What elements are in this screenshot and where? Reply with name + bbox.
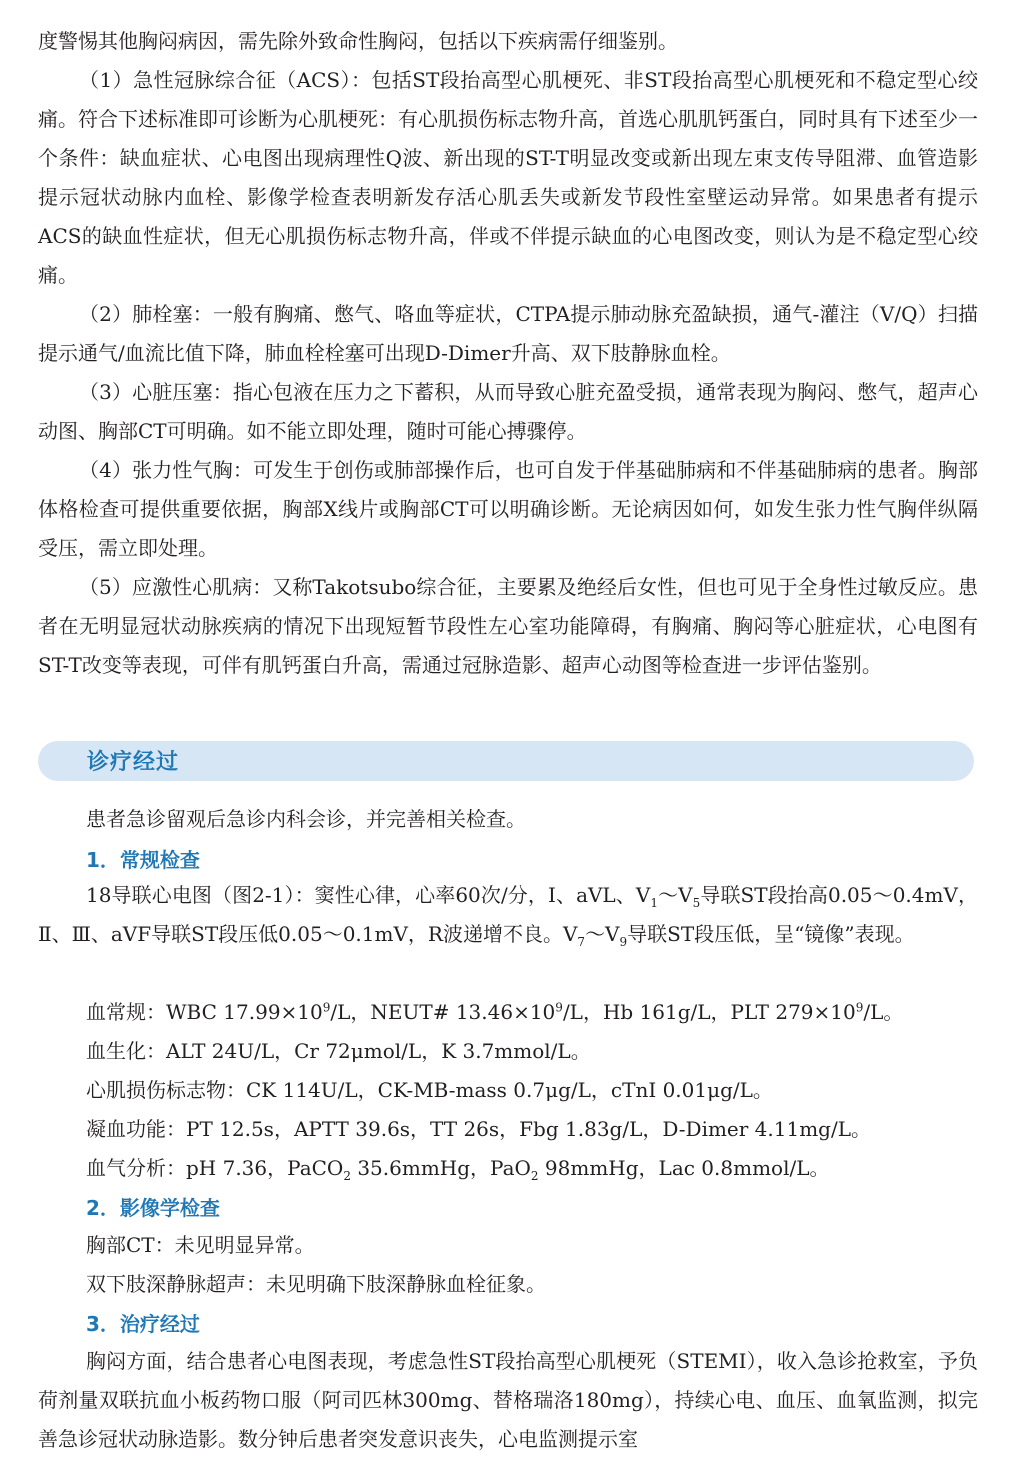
ecg-text-5: 导联ST段压低，呈“镜像”表现。	[627, 922, 915, 946]
paragraph-course-intro: 患者急诊留观后急诊内科会诊，并完善相关检查。	[86, 807, 526, 831]
paragraph-acs: （1）急性冠脉综合征（ACS）：包括ST段抬高型心肌梗死、非ST段抬高型心肌梗死和不稳定型心绞痛。符合下述标准即可诊断为心肌梗死：有心肌损伤标志物升高，首选心肌肌钙蛋白，同时具有下述至少一个条件：缺血症状、心电图出现病理性Q波、新出现的ST-T明显改变或新出现左束支传导阻滞、血管造影提示冠状动脉内血栓、影像学检查表明新发存活心肌丢失或新发节段性室壁运动异常。如果患者有提示ACS的缺血性症状，但无心肌损伤标志物升高，伴或不伴提示缺血的心电图改变，则认为是不稳定型心绞痛。	[38, 68, 978, 287]
cbc-text-4: /L。	[863, 1000, 904, 1024]
ecg-sub-3: 7	[577, 935, 586, 949]
paragraph-markers: 心肌损伤标志物：CK 114U/L，CK-MB-mass 0.7μg/L，cTnI 0.01μg/L。	[86, 1078, 773, 1102]
paragraph-tamponade: （3）心脏压塞：指心包液在压力之下蓄积，从而导致心脏充盈受损，通常表现为胸闷、憋气，超声心动图、胸部CT可明确。如不能立即处理，随时可能心搏骤停。	[38, 380, 978, 443]
paragraph-pneumothorax: （4）张力性气胸：可发生于创伤或肺部操作后，也可自发于伴基础肺病和不伴基础肺病的患者。胸部体格检查可提供重要依据，胸部X线片或胸部CT可以明确诊断。无论病因如何，如发生张力性气胸伴纵隔受压，需立即处理。	[38, 458, 978, 560]
heading-imaging: 2．影像学检查	[86, 1196, 220, 1220]
paragraph-biochem: 血生化：ALT 24U/L，Cr 72μmol/L，K 3.7mmol/L。	[86, 1039, 591, 1063]
ecg-sub-1: 1	[650, 896, 658, 910]
cbc-text-1: 血常规：WBC 17.99×10	[86, 1000, 323, 1024]
ecg-text-3: 导联ST段抬高0.05～0.4mV，Ⅱ、Ⅲ、aVF导联ST段压低0.05～0.1mV，R波递增不良。V	[38, 883, 978, 946]
paragraph-cbc	[86, 993, 976, 1032]
abg-text-2: 35.6mmHg，PaO	[350, 1156, 531, 1180]
paragraph-pe: （2）肺栓塞：一般有胸痛、憋气、咯血等症状，CTPA提示肺动脉充盈缺损，通气-灌注（V/Q）扫描提示通气/血流比值下降，肺血栓栓塞可出现D-Dimer升高、双下肢静脉血栓。	[38, 302, 978, 365]
cbc-sup-3: 9	[855, 1000, 864, 1015]
paragraph-abg	[86, 1149, 976, 1188]
cbc-sup-2: 9	[555, 1000, 563, 1015]
cbc-text-3: /L，Hb 161g/L，PLT 279×10	[562, 1000, 856, 1024]
section-banner	[38, 741, 974, 781]
ecg-text-4: ～V	[585, 922, 620, 946]
paragraph-ct: 胸部CT：未见明显异常。	[86, 1233, 315, 1257]
heading-treatment: 3．治疗经过	[86, 1312, 200, 1336]
heading-routine-exam: 1．常规检查	[86, 848, 200, 872]
paragraph-us: 双下肢深静脉超声：未见明确下肢深静脉血栓征象。	[86, 1272, 546, 1296]
paragraph-coag: 凝血功能：PT 12.5s，APTT 39.6s，TT 26s，Fbg 1.83g/L，D-Dimer 4.11mg/L。	[86, 1117, 871, 1141]
ecg-sub-2: 5	[692, 896, 701, 910]
ecg-text-1: 18导联心电图（图2-1）：窦性心律，心率60次/分，Ⅰ、aVL、V	[86, 883, 651, 907]
abg-sub-1: 2	[343, 1169, 351, 1183]
cbc-sup-1: 9	[322, 1000, 331, 1015]
paragraph-ecg	[38, 876, 978, 954]
ecg-text-2: ～V	[658, 883, 693, 907]
section-title: 诊疗经过	[87, 750, 180, 775]
ecg-sub-4: 9	[619, 935, 628, 949]
abg-text-1: 血气分析：pH 7.36，PaCO	[86, 1156, 344, 1180]
abg-sub-2: 2	[530, 1169, 539, 1183]
paragraph-treatment: 胸闷方面，结合患者心电图表现，考虑急性ST段抬高型心肌梗死（STEMI），收入急诊抢救室，予负荷剂量双联抗血小板药物口服（阿司匹林300mg、替格瑞洛180mg），持续心电、血压、血氧监测，拟完善急诊冠状动脉造影。数分钟后患者突发意识丧失，心电监测提示室	[38, 1349, 978, 1451]
cbc-text-2: /L，NEUT# 13.46×10	[330, 1000, 556, 1024]
paragraph-intro: 度警惕其他胸闷病因，需先除外致命性胸闷，包括以下疾病需仔细鉴别。	[38, 29, 678, 53]
abg-text-3: 98mmHg，Lac 0.8mmol/L。	[538, 1156, 830, 1180]
paragraph-takotsubo: （5）应激性心肌病：又称Takotsubo综合征，主要累及绝经后女性，但也可见于全身性过敏反应。患者在无明显冠状动脉疾病的情况下出现短暂节段性左心室功能障碍，有胸痛、胸闷等心脏症状，心电图有ST-T改变等表现，可伴有肌钙蛋白升高，需通过冠脉造影、超声心动图等检查进一步评估鉴别。	[38, 575, 978, 677]
